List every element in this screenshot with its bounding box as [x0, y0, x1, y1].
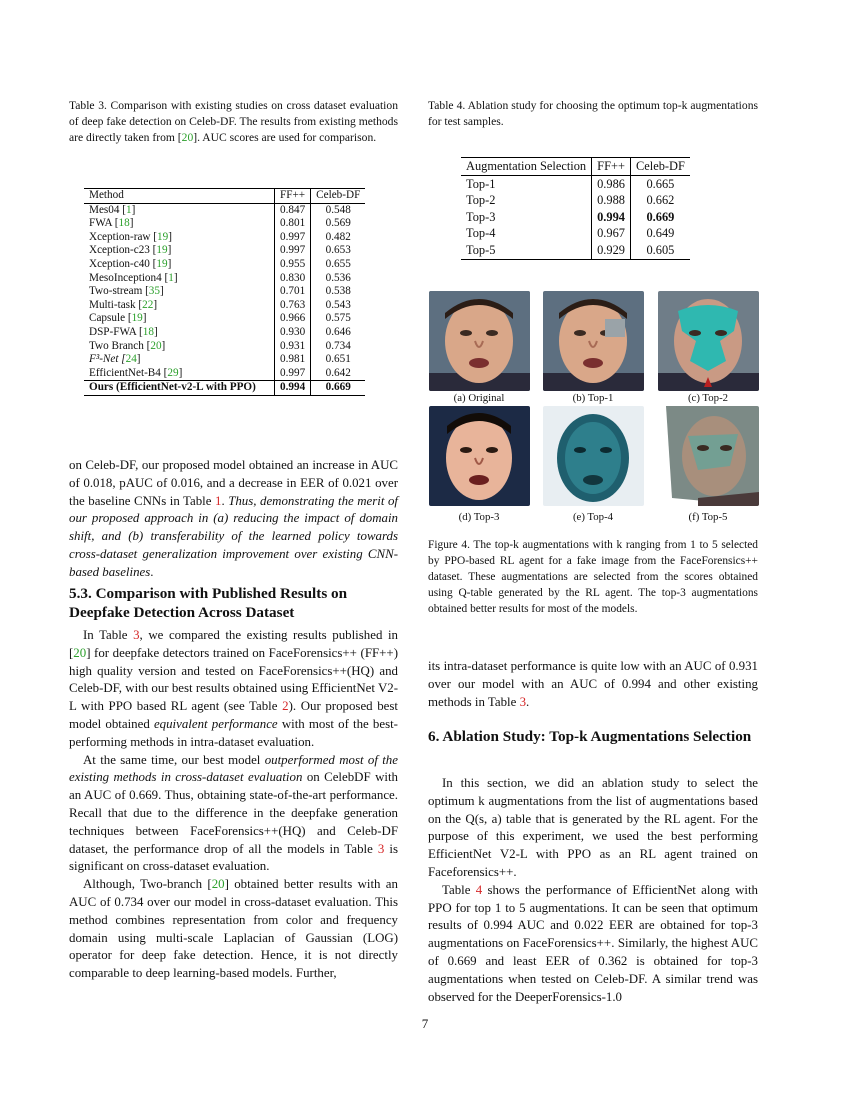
table-row: Multi-task [22] 0.763 0.543 — [84, 299, 365, 313]
table4-header-celeb: Celeb-DF — [631, 158, 690, 176]
table-row: Capsule [19] 0.966 0.575 — [84, 312, 365, 326]
table3-caption: Table 3. Comparison with existing studies on cross dataset evaluation of deep fake detection on Celeb-DF. The results from existing methods are directly taken from [20]. AUC scores are used for comparison. — [69, 99, 398, 144]
table-row: Mes04 [1] 0.847 0.548 — [84, 203, 365, 217]
figure4-subcaption-d: (d) Top-3 — [458, 511, 500, 523]
figure4-caption: Figure 4. The top-k augmentations with k ranging from 1 to 5 selected by PPO-based RL agent for a fake image from the FaceForensics++ dataset. These augmentations are selected from the scores obtained using Q-table generated by the RL agent. The top-3 augmentations obtained better results for most of the models. — [428, 539, 758, 615]
right-body: In this section, we did an ablation study to select the optimum k augmentations from the list of augmentations based on the Q(s, a) table that is generated by the RL agent. For the purpose of this experiment, we used the best performing EfficientNet V2-L with PPO as an RL agent trained on Faceforensics++. Table 4 shows the performance of EfficientNet along with PPO for top 1 to 5 augmentations. It can be seen that optimum results of 0.994 AUC and 0.022 EER are obtained for top-3 augmentations on FaceForensics++. Similarly, the highest AUC of 0.669 and least EER of 0.362 is obtained for top-3 augmentations when tested on Celeb-DF. A similar trend was observed for the DeeperForensics-1.0 — [428, 776, 759, 1004]
right-continuation-paragraph: its intra-dataset performance is quite low with an AUC of 0.931 over our model with an AUC of 0.994 and other existing methods in Table 3. — [428, 659, 758, 709]
table3 — [84, 188, 365, 396]
table-row: Top-2 0.988 0.662 — [461, 192, 690, 209]
section-6-heading: 6. Ablation Study: Top-k Augmentations Selection — [428, 728, 752, 745]
figure4-subcaption-f: (f) Top-5 — [688, 511, 728, 523]
figure4-image-top2 — [658, 291, 759, 391]
table3-header-ff: FF++ — [275, 189, 311, 204]
table4-caption: Table 4. Ablation study for choosing the optimum top-k augmentations for test samples. — [428, 99, 758, 128]
table-row: MesoInception4 [1] 0.830 0.536 — [84, 272, 365, 286]
figure4-subcaption-c: (c) Top-2 — [687, 392, 729, 404]
table3-caption-cite[interactable]: 20 — [181, 131, 194, 144]
table-row: Two-stream [35] 0.701 0.538 — [84, 285, 365, 299]
left-body: In Table 3, we compared the existing results published in [20] for deepfake detectors trained on FaceForensics++ (FF++) high quality version and tested on FaceForensics++(HQ) and Celeb-DF, with our best results obtained using EfficientNet V2-L with PPO based RL agent (see Table 2). Our proposed best model obtained equivalent performance with most of the best-performing methods in intra-dataset evaluation. At the same time, our best model outperformed most of the existing methods in cross-dataset evaluation on CelebDF with an AUC of 0.669. Thus, obtaining state-of-the-art performance. Recall that due to the difference in the deepfake generation techniques between FaceForensics++(HQ) and Celeb-DF dataset, the performance drop of all the models in Table 3 is significant on cross-dataset evaluation. Although, Two-branch [20] obtained better results with an AUC of 0.734 over our model in cross-dataset evaluation. This method combines representation from color and frequency domain using multi-scale Laplacian of Gaussian (LOG) operator for deep fake detection. Hence, it is not directly comparable to deep learning-based models. Further, — [69, 628, 398, 981]
figure4-subcaption-a: (a) Original — [453, 392, 505, 404]
table-row: Top-5 0.929 0.605 — [461, 242, 690, 259]
figure4-image-top1 — [543, 291, 644, 391]
figure4-image-top5 — [658, 406, 759, 506]
figure4-image-top4 — [543, 406, 644, 506]
table4 — [461, 157, 690, 260]
table-row: Top-1 0.986 0.665 — [461, 175, 690, 192]
table-row: Xception-c40 [19] 0.955 0.655 — [84, 258, 365, 272]
table-row: Xception-raw [19] 0.997 0.482 — [84, 231, 365, 245]
table-row: Top-4 0.967 0.649 — [461, 225, 690, 242]
table-row: FWA [18] 0.801 0.569 — [84, 217, 365, 231]
table-row: Top-3 0.994 0.669 — [461, 209, 690, 226]
table-row: Xception-c23 [19] 0.997 0.653 — [84, 244, 365, 258]
table3-header-method: Method — [84, 189, 275, 204]
table-row-ours: Ours (EfficientNet-v2-L with PPO) 0.994 0.669 — [84, 381, 365, 396]
left-intro-paragraph: on Celeb-DF, our proposed model obtained an increase in AUC of 0.018, pAUC of 0.016, and a decrease in EER of 0.021 over the baseline CNNs in Table 1. Thus, demonstrating the merit of our proposed approach in (a) reducing the impact of domain shift, and (b) transferability of the learned policy towards cross-dataset generalization improvement over existing CNN-based baselines. — [69, 458, 398, 579]
table4-header-ff: FF++ — [592, 158, 631, 176]
table-row: Two Branch [20] 0.931 0.734 — [84, 340, 365, 354]
table-row: F³-Net [24] 0.981 0.651 — [84, 353, 365, 367]
figure4-subcaption-b: (b) Top-1 — [572, 392, 614, 404]
section-5-3-heading: 5.3. Comparison with Published Results on Deepfake Detection Across Dataset — [69, 585, 348, 621]
table-row: EfficientNet-B4 [29] 0.997 0.642 — [84, 367, 365, 381]
figure4-image-top3 — [429, 406, 530, 506]
table-row: DSP-FWA [18] 0.930 0.646 — [84, 326, 365, 340]
figure4-image-original — [429, 291, 530, 391]
page-number: 7 — [421, 1016, 429, 1031]
figure4-subcaption-e: (e) Top-4 — [572, 511, 614, 523]
table3-header-celeb: Celeb-DF — [311, 189, 366, 204]
table4-header-selection: Augmentation Selection — [461, 158, 592, 176]
